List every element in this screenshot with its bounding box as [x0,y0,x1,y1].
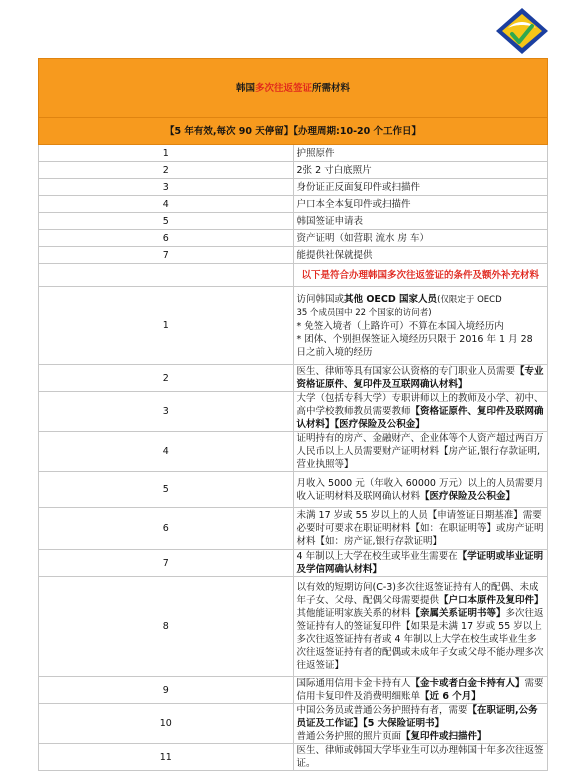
condition-students: 4 年制以上大学在校生或毕业生需要在【学证明或毕业证明及学信网确认材料】 [293,550,548,577]
table-row: 9 国际通用信用卡金卡持有人【金卡或者白金卡持有人】需要信用卡复印件及消费明细账单【近 6 个月】 [39,677,548,704]
table-row: 7 4 年制以上大学在校生或毕业生需要在【学证明或毕业证明及学信网确认材料】 [39,550,548,577]
travel-agency-logo [492,6,552,56]
table-row: 3 大学（包括专科大学）专职讲师以上的教师及小学、初中、高中学校教师教员需要教师【资格证原件、复印件及联网确认材料】【医疗保险及公积金】 [39,392,548,432]
condition-family: 以有效的短期访问(C-3)多次往返签证持有人的配偶、未成年子女、父母、配偶父母需要提供【户口本原件及复印件】 其他能证明家族关系的材料【亲属关系证明书等】多次往返签证持有人的签证复印件【如果是未满 17 岁或 55 岁以上多次往返签证持有者或 4 年制以上大学在校生或毕业生多次往返签证持有者的配偶或未成年子女或父母不能办理多次往返签证】 [293,577,548,677]
table-row: 5 韩国签证申请表 [39,213,548,230]
condition-oecd-visitors: 访问韩国或其他 OECD 国家人员(仅限定于 OECD 35 个成员国中 22 个国家的访问者) * 免签入境者（上路许可）不算在本国入境经历内 * 团体、个别担保签证入境经历只限于 2016 年 1 月 28 日之前入境的经历 [293,287,548,365]
basic-item: 身份证正反面复印件或扫描件 [293,179,548,196]
table-row: 6 资产证明（如营职 流水 房 车） [39,230,548,247]
table-row: 2 医生、律师等具有国家公认资格的专门职业人员需要【专业资格证原件、复印件及互联网确认材料】 [39,365,548,392]
table-row: 7 能提供社保就提供 [39,247,548,264]
basic-item: 2张 2 寸白底照片 [293,162,548,179]
table-row: 8 以有效的短期访问(C-3)多次往返签证持有人的配偶、未成年子女、父母、配偶父母需要提供【户口本原件及复印件】 其他能证明家族关系的材料【亲属关系证明书等】多次往返签证持有人的签证复印件【如果是未满 17 岁或 55 岁以上多次往返签证持有者或 4 年制以上大学在校生或毕业生多次往返签证持有者的配偶或未成年子女或父母不能办理多次往返签证】 [39,577,548,677]
table-row: 6 未满 17 岁或 55 岁以上的人员【申请签证日期基准】需要必要时可要求在职证明材料【如：在职证明等】或房产证明材料【如：房产证,银行存款证明】 [39,508,548,550]
table-row: 4 证明持有的房产、金融财产、企业体等个人资产超过两百万人民币以上人员需要财产证明材料【房产证,银行存款证明,营业执照等】 [39,432,548,472]
section-heading-row [39,264,548,287]
condition-credit-card: 国际通用信用卡金卡持有人【金卡或者白金卡持有人】需要信用卡复印件及消费明细账单【近 6 个月】 [293,677,548,704]
basic-item: 韩国签证申请表 [293,213,548,230]
condition-income: 月收入 5000 元（年收入 60000 万元）以上的人员需要月收入证明材料及联网确认材料【医疗保险及公积金】 [293,472,548,508]
condition-assets: 证明持有的房产、金融财产、企业体等个人资产超过两百万人民币以上人员需要财产证明材料【房产证,银行存款证明,营业执照等】 [293,432,548,472]
basic-item: 户口本全本复印件或扫描件 [293,196,548,213]
basic-item: 资产证明（如营职 流水 房 车） [293,230,548,247]
condition-civil-servant: 中国公务员或普通公务护照持有者，需要【在职证明,公务员证及工作证】【5 大保险证明书】 普通公务护照的照片页面【复印件或扫描件】 [293,704,548,744]
table-row: 1 护照原件 [39,145,548,162]
table-row: 10 中国公务员或普通公务护照持有者，需要【在职证明,公务员证及工作证】【5 大保险证明书】 普通公务护照的照片页面【复印件或扫描件】 [39,704,548,744]
table-row: 2 2张 2 寸白底照片 [39,162,548,179]
basic-item: 能提供社保就提供 [293,247,548,264]
table-row: 4 户口本全本复印件或扫描件 [39,196,548,213]
table-row: 5 月收入 5000 元（年收入 60000 万元）以上的人员需要月收入证明材料及联网确认材料【医疗保险及公积金】 [39,472,548,508]
condition-ten-year: 医生、律师或韩国大学毕业生可以办理韩国十年多次往返签证。 [293,744,548,771]
condition-age: 未满 17 岁或 55 岁以上的人员【申请签证日期基准】需要必要时可要求在职证明材料【如：在职证明等】或房产证明材料【如：房产证,银行存款证明】 [293,508,548,550]
page-title: 韩国多次往返签证所需材料 [39,59,548,118]
condition-teachers: 大学（包括专科大学）专职讲师以上的教师及小学、初中、高中学校教师教员需要教师【资格证原件、复印件及联网确认材料】【医疗保险及公积金】 [293,392,548,432]
table-row: 1 访问韩国或其他 OECD 国家人员(仅限定于 OECD 35 个成员国中 22 个国家的访问者) * 免签入境者（上路许可）不算在本国入境经历内 * 团体、个别担保签证入境经历只限于 2016 年 1 月 28 日之前入境的经历 [39,287,548,365]
page-subtitle: 【5 年有效,每次 90 天停留】【办理周期:10-20 个工作日】 [39,118,548,145]
basic-item: 护照原件 [293,145,548,162]
table-row: 3 身份证正反面复印件或扫描件 [39,179,548,196]
condition-professionals: 医生、律师等具有国家公认资格的专门职业人员需要【专业资格证原件、复印件及互联网确认材料】 [293,365,548,392]
section-heading: 以下是符合办理韩国多次往返签证的条件及额外补充材料 [293,264,548,287]
table-row: 11 医生、律师或韩国大学毕业生可以办理韩国十年多次往返签证。 [39,744,548,771]
visa-materials-table [38,58,548,771]
